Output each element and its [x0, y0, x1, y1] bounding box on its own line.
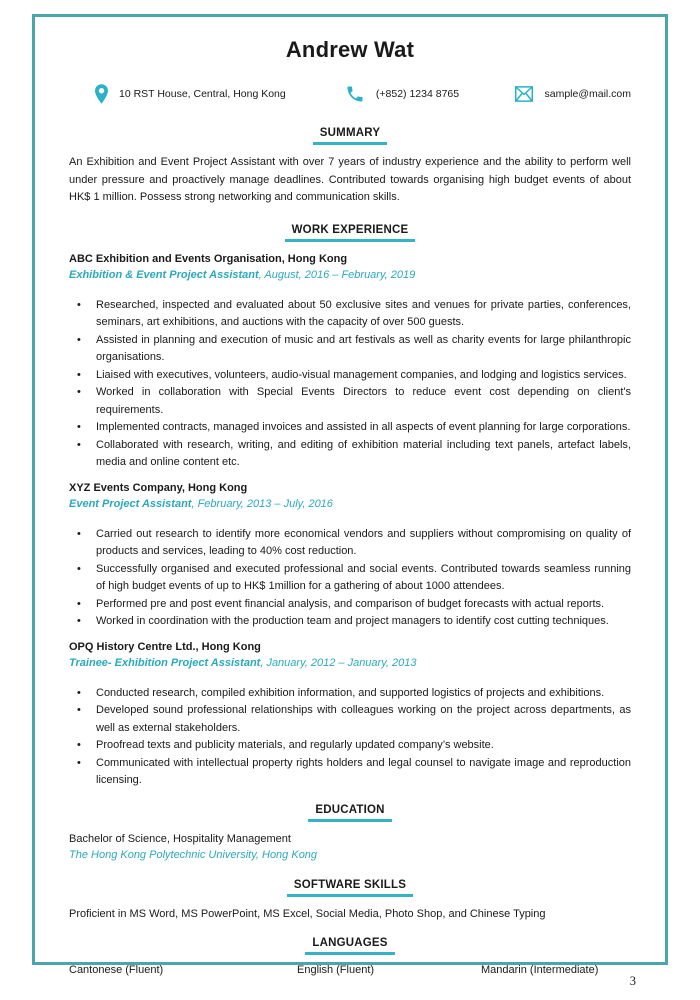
- bullet-item: • Assisted in planning and execution of music and art festivals as well as charity events for large philanthropic organisations.: [69, 332, 631, 367]
- page-number: 3: [629, 974, 636, 988]
- job-1-title-line: [69, 267, 631, 283]
- job-1-company: ABC Exhibition and Events Organisation, Hong Kong: [69, 252, 348, 265]
- bullet-item: • Conducted research, compiled exhibition information, and supported logistics of projects and exhibitions.: [69, 685, 631, 703]
- language-item: Mandarin (Intermediate): [481, 964, 599, 976]
- phone-icon: [345, 84, 365, 104]
- job-3-company: OPQ History Centre Ltd., Hong Kong: [69, 640, 261, 653]
- contact-row: [69, 79, 631, 109]
- job-3-title-line: [69, 655, 631, 671]
- bullet-item: • Developed sound professional relationships with colleagues working on the project across departments, as well as external stakeholders.: [69, 702, 631, 737]
- job-3-title: Trainee- Exhibition Project Assistant: [69, 656, 261, 669]
- bullet-item: • Collaborated with research, writing, and editing of exhibition material including text panels, artefact labels, media and online content etc.: [69, 437, 631, 472]
- job-1: [69, 251, 631, 472]
- summary-text: An Exhibition and Event Project Assistant with over 7 years of industry experience and the ability to perform well under pressure and proactively manage deadlines. Contributed towards organising high budget events of about HK$ 1 million. Possess strong networking and communication skills.: [69, 156, 631, 203]
- bullet-item: • Proofread texts and publicity materials, and regularly updated company’s website.: [69, 737, 631, 755]
- bullet-item: • Successfully organised and executed professional and social events. Contributed towards seamless running of high budget events of up to HK$ 1million for a gathering of about 1000 attendees.: [69, 561, 631, 596]
- bullet-item: • Communicated with intellectual property rights holders and legal counsel to navigate image and reproduction licensing.: [69, 755, 631, 790]
- resume-page: [32, 14, 668, 976]
- job-2-company: XYZ Events Company, Hong Kong: [69, 481, 248, 494]
- job-3-bullets: [69, 685, 631, 790]
- contact-address-text: 10 RST House, Central, Hong Kong: [119, 88, 286, 100]
- job-2-title: Event Project Assistant: [69, 497, 192, 510]
- software-skills-text: Proficient in MS Word, MS PowerPoint, MS Excel, Social Media, Photo Shop, and Chinese Typing: [69, 907, 546, 920]
- job-1-bullets: [69, 297, 631, 472]
- summary-heading: SUMMARY: [69, 123, 631, 145]
- email-icon: [515, 86, 533, 102]
- bullet-item: • Researched, inspected and evaluated about 50 exclusive sites and venues for private parties, conferences, seminars, art exhibitions, and auctions with the capacity of over 500 guests.: [69, 297, 631, 332]
- contact-phone-text: (+852) 1234 8765: [375, 88, 460, 100]
- language-item: Cantonese (Fluent): [69, 964, 164, 976]
- location-pin-icon: [95, 84, 108, 104]
- job-2-dates: , February, 2013 – July, 2016: [191, 497, 333, 510]
- languages-heading: LANGUAGES: [69, 933, 631, 955]
- bullet-item: • Implemented contracts, managed invoices and assisted in all aspects of event planning for large corporations.: [69, 419, 631, 437]
- bullet-item: • Worked in coordination with the production team and project managers to identify cost cutting techniques.: [69, 613, 631, 631]
- software-skills-heading: SOFTWARE SKILLS: [69, 875, 631, 897]
- job-2-title-line: [69, 496, 631, 512]
- education-school: The Hong Kong Polytechnic University, Hong Kong: [69, 848, 318, 861]
- bullet-item: • Liaised with executives, volunteers, audio-visual management companies, and lodging and logistics services.: [69, 367, 631, 385]
- contact-email-text: sample@mail.com: [544, 88, 631, 100]
- contact-email: [515, 86, 631, 102]
- education-degree: Bachelor of Science, Hospitality Management: [69, 832, 291, 845]
- job-2: [69, 480, 631, 631]
- language-item: English (Fluent): [297, 964, 375, 976]
- contact-phone: [345, 84, 516, 104]
- job-2-bullets: [69, 526, 631, 631]
- resume-name: Andrew Wat: [285, 37, 415, 62]
- job-3-dates: , January, 2012 – January, 2013: [260, 656, 417, 669]
- job-3: [69, 639, 631, 790]
- bullet-item: • Performed pre and post event financial analysis, and comparison of budget forecasts with actual reports.: [69, 596, 631, 614]
- job-1-dates: , August, 2016 – February, 2019: [258, 268, 416, 281]
- bullet-item: • Worked in collaboration with Special Events Directors to reduce event cost depending on client's requirements.: [69, 384, 631, 419]
- job-1-title: Exhibition & Event Project Assistant: [69, 268, 259, 281]
- work-experience-heading: WORK EXPERIENCE: [69, 220, 631, 242]
- languages-row: [69, 964, 631, 982]
- bullet-item: • Carried out research to identify more economical vendors and suppliers without compromising on quality of products and services, leading to 40% cost reduction.: [69, 526, 631, 561]
- contact-address: [95, 84, 345, 104]
- education-heading: EDUCATION: [69, 800, 631, 822]
